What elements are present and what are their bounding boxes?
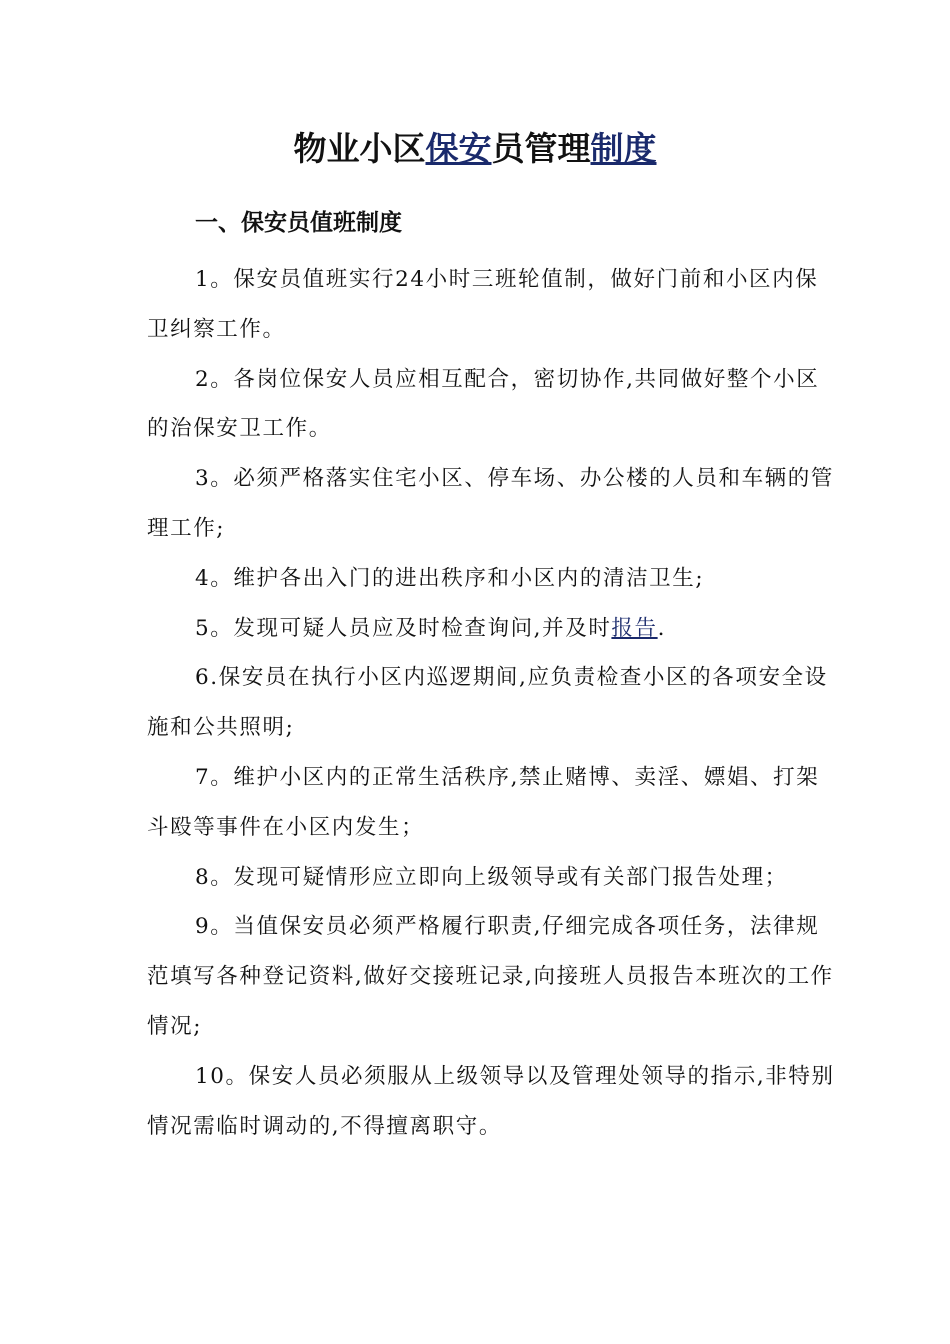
report-link[interactable]: 报告 xyxy=(611,615,658,641)
paragraph-7: 7。维护小区内的正常生活秩序,禁止赌博、卖淫、嫖娼、打架斗殴等事件在小区内发生； xyxy=(147,764,820,840)
paragraph-5-end: . xyxy=(657,615,667,641)
paragraph-5-text: 5。发现可疑人员应及时检查询问,并及时 xyxy=(195,615,612,641)
paragraph-10: 10。保安人员必须服从上级领导以及管理处领导的指示,非特别情况需临时调动的,不得擅离职守。 xyxy=(147,1063,835,1139)
title-part: 员管理 xyxy=(491,129,591,168)
paragraph-1: 1。保安员值班实行24小时三班轮值制，做好门前和小区内保卫纠察工作。 xyxy=(147,267,819,342)
paragraph-9: 9。当值保安员必须严格履行职责,仔细完成各项任务，法律规范填写各种登记资料,做好交接班记录,向接班人员报告本班次的工作情况; xyxy=(147,914,834,1039)
document-body xyxy=(147,255,837,1151)
document-title xyxy=(0,128,950,170)
title-link-baoan[interactable]: 保安 xyxy=(425,129,492,168)
paragraph-2: 2。各岗位保安人员应相互配合，密切协作,共同做好整个小区的治保安卫工作。 xyxy=(147,366,820,442)
paragraph-8: 8。发现可疑情形应立即向上级领导或有关部门报告处理； xyxy=(195,864,788,890)
paragraph-6: 6.保安员在执行小区内巡逻期间,应负责检查小区的各项安全设施和公共照明; xyxy=(147,665,828,741)
section-heading: 一、保安员值班制度 xyxy=(195,210,402,236)
title-link-zhidu[interactable]: 制度 xyxy=(590,129,657,168)
paragraph-5 xyxy=(147,604,837,654)
paragraph-3: 3。必须严格落实住宅小区、停车场、办公楼的人员和车辆的管理工作; xyxy=(147,466,834,541)
paragraph-4: 4。维护各出入门的进出秩序和小区内的清洁卫生; xyxy=(195,565,705,591)
title-part: 物业小区 xyxy=(293,129,426,168)
